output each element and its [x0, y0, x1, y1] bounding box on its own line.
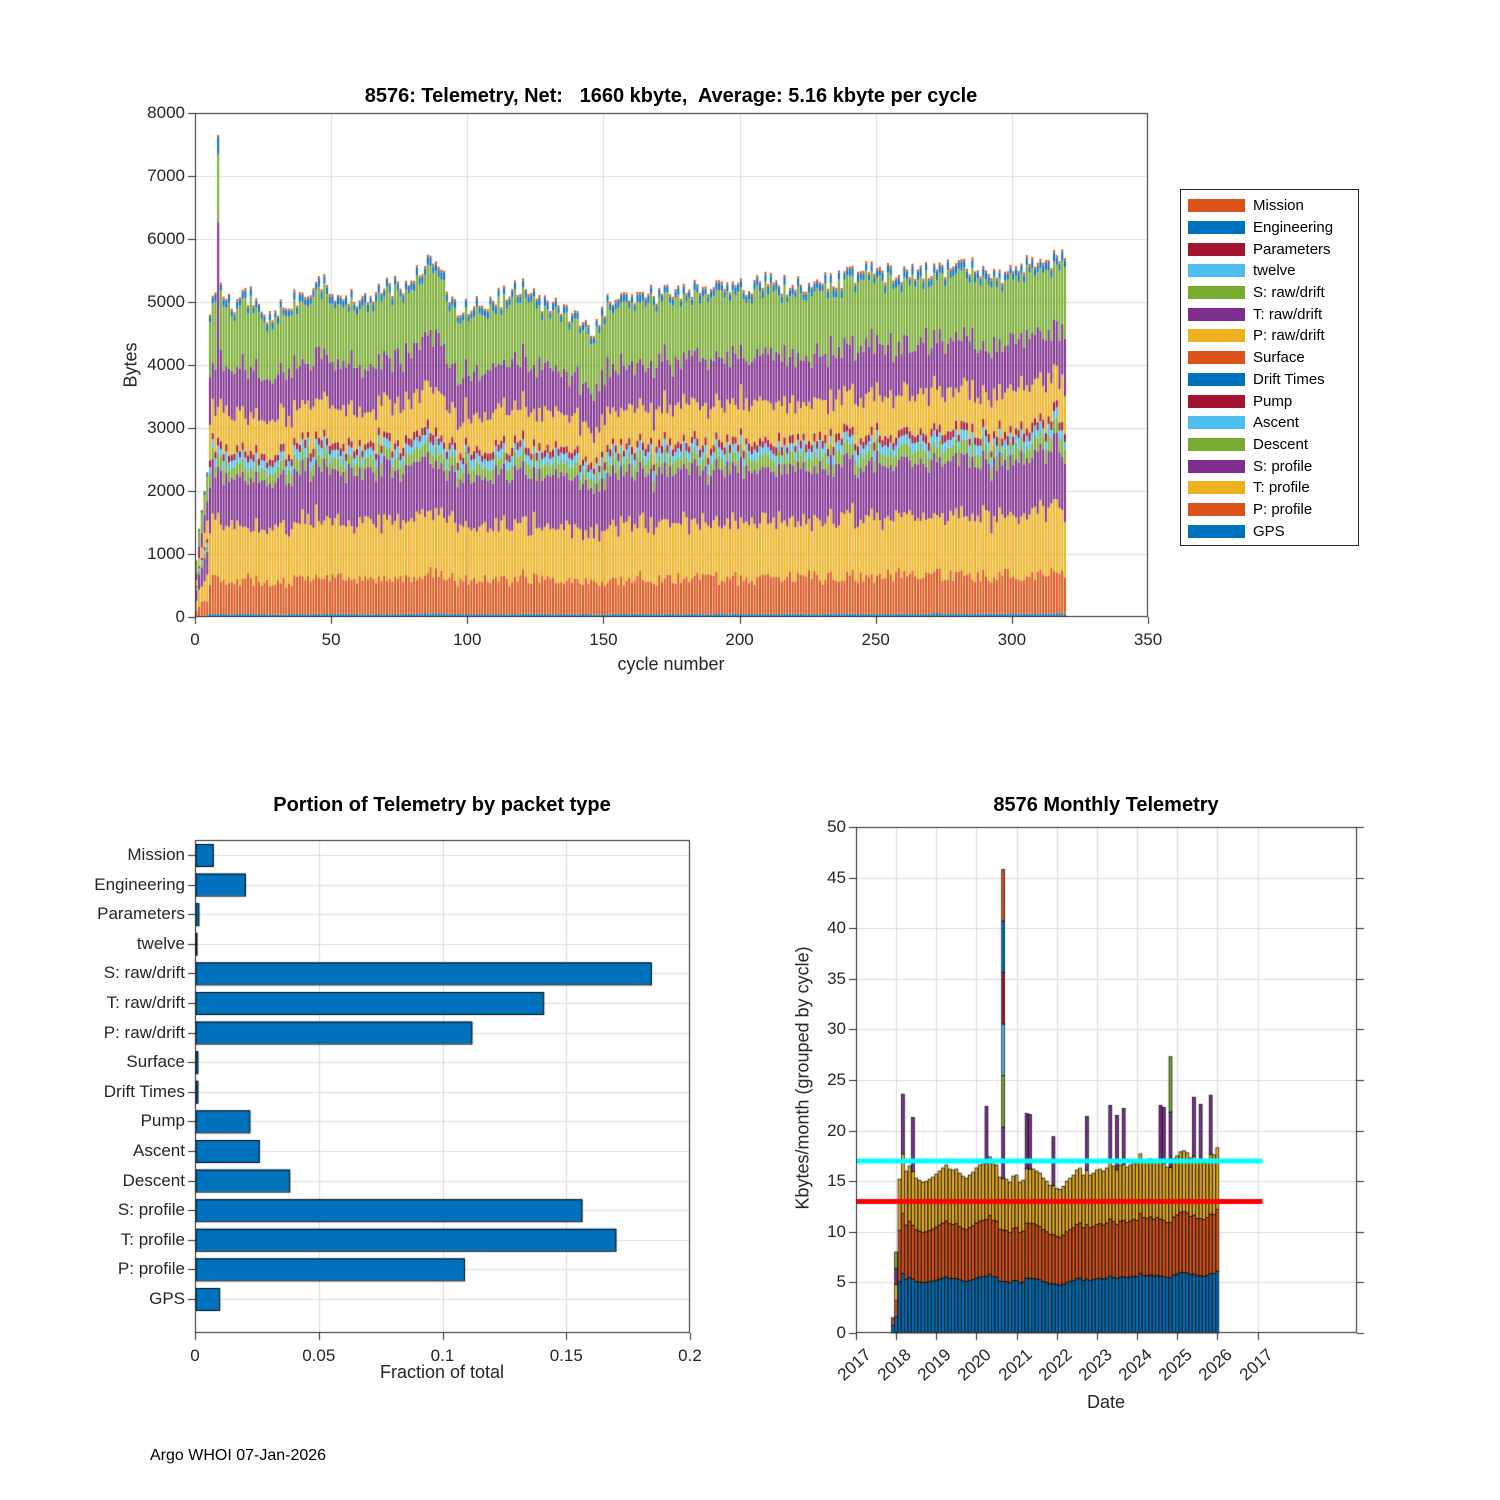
- category-tick-label: Drift Times: [103, 1081, 185, 1101]
- legend-item: [1181, 260, 1358, 282]
- x-tick-label: 0.1: [430, 1346, 455, 1365]
- monthly-x-axis-label: Date: [1086, 1392, 1126, 1412]
- x-tick-label: 0.2: [678, 1346, 702, 1365]
- legend-item: [1181, 282, 1358, 304]
- legend-swatch-icon: [1188, 264, 1245, 277]
- date-tick-label: 2021: [994, 1345, 1036, 1385]
- legend-label: P: profile: [1253, 500, 1313, 518]
- y-tick-label: 25: [827, 1070, 846, 1089]
- y-tick-label: 35: [827, 968, 846, 988]
- legend-item: [1181, 347, 1358, 369]
- date-tick-label: 2023: [1074, 1345, 1116, 1385]
- legend-label: twelve: [1253, 262, 1296, 280]
- x-tick-label: 200: [725, 630, 754, 649]
- y-tick-label: 45: [827, 867, 846, 887]
- legend-label: S: raw/drift: [1253, 284, 1325, 302]
- x-tick-label: 100: [453, 630, 482, 649]
- category-tick-label: P: raw/drift: [103, 1022, 185, 1042]
- date-tick-label: 2017: [833, 1345, 875, 1385]
- legend-label: GPS: [1253, 522, 1285, 540]
- category-tick-label: T: raw/drift: [106, 993, 185, 1012]
- legend-swatch-icon: [1188, 525, 1245, 538]
- monthly-y-axis-label: Kbytes/month (grouped by cycle): [792, 946, 813, 1210]
- date-tick-label: 2025: [1155, 1345, 1196, 1385]
- figure-footer: Argo WHOI 07-Jan-2026: [150, 1447, 327, 1464]
- legend-swatch-icon: [1188, 373, 1245, 386]
- telemetry-x-axis-label: cycle number: [617, 654, 725, 674]
- category-tick-label: Ascent: [133, 1141, 185, 1160]
- legend-swatch-icon: [1188, 308, 1245, 321]
- legend-label: Descent: [1253, 435, 1309, 453]
- date-tick-label: 2026: [1195, 1345, 1237, 1385]
- x-tick-label: 300: [997, 630, 1027, 649]
- x-tick-label: 0: [190, 630, 200, 649]
- monthly-chart-title: 8576 Monthly Telemetry: [993, 794, 1219, 816]
- y-tick-label: 6000: [147, 229, 185, 248]
- legend-swatch-icon: [1188, 243, 1245, 256]
- legend-item: [1181, 499, 1358, 521]
- legend-item: [1181, 520, 1358, 542]
- x-tick-label: 0.15: [549, 1346, 583, 1365]
- y-tick-label: 15: [827, 1171, 846, 1191]
- legend-label: Ascent: [1253, 414, 1299, 432]
- legend-label: P: raw/drift: [1253, 327, 1325, 345]
- legend-item: [1181, 369, 1358, 391]
- x-tick-label: 150: [589, 630, 618, 649]
- y-tick-label: 0: [836, 1323, 846, 1342]
- y-tick-label: 7000: [147, 166, 185, 185]
- telemetry-chart-title: 8576: Telemetry, Net: 1660 kbyte, Average: 5.16 kbyte per cycle: [364, 85, 978, 107]
- category-tick-label: S: raw/drift: [103, 963, 185, 983]
- category-tick-label: Engineering: [94, 874, 185, 894]
- legend-swatch-icon: [1188, 481, 1245, 494]
- legend-swatch-icon: [1188, 286, 1245, 299]
- legend-item: [1181, 434, 1358, 456]
- category-tick-label: Descent: [122, 1170, 185, 1190]
- legend-swatch-icon: [1188, 503, 1245, 516]
- category-tick-label: Parameters: [97, 904, 185, 924]
- date-tick-label: 2022: [1034, 1345, 1076, 1385]
- date-tick-label: 2019: [914, 1345, 956, 1385]
- legend-swatch-icon: [1188, 416, 1245, 429]
- legend-item: [1181, 477, 1358, 499]
- date-tick-label: 2018: [874, 1345, 915, 1385]
- legend-label: T: raw/drift: [1253, 305, 1323, 323]
- y-tick-label: 3000: [147, 418, 185, 437]
- y-tick-label: 5000: [147, 292, 185, 311]
- legend-label: Pump: [1253, 392, 1293, 410]
- x-tick-label: 0: [190, 1346, 200, 1365]
- legend-item: [1181, 217, 1358, 239]
- y-tick-label: 1000: [147, 544, 185, 563]
- category-tick-label: T: profile: [120, 1229, 185, 1249]
- y-tick-label: 4000: [147, 355, 185, 374]
- y-tick-label: 20: [827, 1120, 846, 1140]
- portion-x-axis-label: Fraction of total: [379, 1362, 505, 1382]
- legend-swatch-icon: [1188, 199, 1245, 212]
- category-tick-label: twelve: [136, 933, 185, 953]
- legend-swatch-icon: [1188, 460, 1245, 473]
- y-tick-label: 10: [827, 1221, 846, 1241]
- legend-item: [1181, 412, 1358, 434]
- legend-item: [1181, 455, 1358, 477]
- category-tick-label: Mission: [127, 845, 185, 864]
- x-tick-label: 50: [321, 630, 341, 649]
- legend-item: [1181, 390, 1358, 412]
- x-tick-label: 250: [861, 630, 890, 649]
- legend-label: Engineering: [1253, 219, 1334, 237]
- date-tick-label: 2024: [1114, 1345, 1156, 1385]
- legend-swatch-icon: [1188, 329, 1245, 342]
- y-tick-label: 5: [836, 1272, 846, 1292]
- telemetry-y-axis-label: Bytes: [120, 342, 141, 388]
- y-tick-label: 8000: [147, 103, 185, 122]
- y-tick-label: 40: [827, 918, 846, 938]
- legend-item: [1181, 238, 1358, 260]
- legend-label: T: profile: [1253, 479, 1310, 497]
- portion-chart-title: Portion of Telemetry by packet type: [273, 794, 611, 816]
- category-tick-label: S: profile: [117, 1200, 185, 1220]
- legend-item: [1181, 195, 1358, 217]
- legend-label: S: profile: [1253, 457, 1313, 475]
- category-tick-label: GPS: [149, 1289, 185, 1308]
- y-tick-label: 2000: [147, 481, 185, 500]
- legend-swatch-icon: [1188, 351, 1245, 364]
- legend-item: [1181, 303, 1358, 325]
- legend-label: Drift Times: [1253, 370, 1325, 388]
- legend-label: Surface: [1253, 349, 1305, 367]
- y-tick-label: 50: [827, 817, 846, 836]
- legend-label: Mission: [1253, 197, 1304, 215]
- legend-swatch-icon: [1188, 221, 1245, 234]
- legend-swatch-icon: [1188, 438, 1245, 451]
- date-tick-label: 2020: [954, 1345, 996, 1385]
- category-tick-label: Surface: [126, 1052, 185, 1072]
- category-tick-label: P: profile: [117, 1259, 185, 1279]
- legend-label: Parameters: [1253, 240, 1331, 258]
- legend-swatch-icon: [1188, 395, 1245, 408]
- legend: [1180, 189, 1359, 546]
- category-tick-label: Pump: [140, 1111, 185, 1131]
- legend-item: [1181, 325, 1358, 347]
- date-tick-label: 2017: [1235, 1345, 1277, 1385]
- y-tick-label: 0: [175, 607, 185, 626]
- y-tick-label: 30: [827, 1019, 846, 1039]
- x-tick-label: 350: [1133, 630, 1163, 649]
- x-tick-label: 0.05: [302, 1346, 336, 1365]
